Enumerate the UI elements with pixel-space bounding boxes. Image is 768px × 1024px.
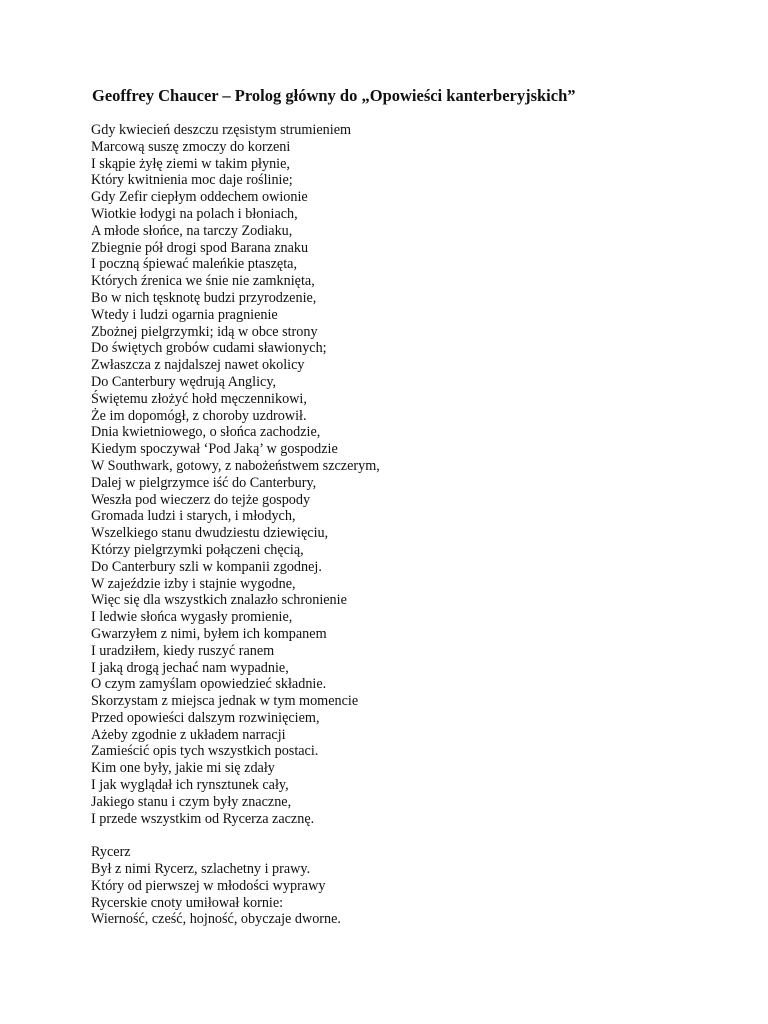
document-title: Geoffrey Chaucer – Prolog główny do „Opowieści kanterberyjskich” (92, 86, 576, 105)
poem-line: Gdy Zefir ciepłym oddechem owionie (91, 189, 308, 206)
poem-line: Zamieścić opis tych wszystkich postaci. (91, 743, 319, 760)
stanza (91, 122, 711, 827)
poem-line: Który kwitnienia moc daje roślinie; (91, 172, 293, 189)
poem-body (91, 122, 711, 928)
stanza (91, 844, 711, 928)
poem-line: Zbożnej pielgrzymki; idą w obce strony (91, 323, 318, 340)
poem-line: Który od pierwszej w młodości wyprawy (91, 877, 326, 894)
poem-line: Dnia kwietniowego, o słońca zachodzie, (91, 424, 321, 441)
poem-line: Do Canterbury szli w kompanii zgodnej. (91, 558, 322, 575)
poem-line: Którzy pielgrzymki połączeni chęcią, (91, 541, 304, 558)
poem-line: I przede wszystkim od Rycerza zacznę. (91, 810, 315, 827)
poem-line: Skorzystam z miejsca jednak w tym momencie (91, 693, 359, 710)
poem-line: I jak wyglądał ich rynsztunek cały, (91, 777, 289, 794)
poem-line: Wszelkiego stanu dwudziestu dziewięciu, (91, 525, 329, 542)
poem-line: I jaką drogą jechać nam wypadnie, (91, 659, 289, 676)
poem-line: I poczną śpiewać maleńkie ptaszęta, (91, 256, 298, 273)
poem-line: Jakiego stanu i czym były znaczne, (91, 793, 292, 810)
poem-line: I ledwie słońca wygasły promienie, (91, 609, 293, 626)
poem-line: Więc się dla wszystkich znalazło schronienie (91, 592, 347, 609)
poem-line: Których źrenica we śnie nie zamknięta, (91, 273, 315, 290)
poem-line: Wierność, cześć, hojność, obyczaje dworne. (91, 911, 341, 928)
poem-line: Dalej w pielgrzymce iść do Canterbury, (91, 474, 317, 491)
poem-line: O czym zamyślam opowiedzieć składnie. (91, 676, 327, 693)
poem-line: Bo w nich tęsknotę budzi przyrodzenie, (91, 289, 317, 306)
poem-line: W Southwark, gotowy, z nabożeństwem szczerym, (91, 457, 380, 474)
poem-line: W zajeździe izby i stajnie wygodne, (91, 575, 296, 592)
poem-line: Zbiegnie pół drogi spod Barana znaku (91, 239, 309, 256)
section-heading: Rycerz (91, 844, 131, 861)
poem-line: I skąpie żyłę ziemi w takim płynie, (91, 155, 290, 172)
poem-line: Weszła pod wieczerz do tejże gospody (91, 491, 311, 508)
poem-line: A młode słońce, na tarczy Zodiaku, (91, 222, 293, 239)
poem-line: Kim one były, jakie mi się zdały (91, 760, 275, 777)
poem-line: Rycerskie cnoty umiłował kornie: (91, 894, 284, 911)
poem-line: Przed opowieści dalszym rozwinięciem, (91, 709, 320, 726)
poem-line: Że im dopomógł, z choroby uzdrowił. (91, 407, 307, 424)
poem-line: Do świętych grobów cudami sławionych; (91, 340, 327, 357)
poem-line: Marcową suszę zmoczy do korzeni (91, 138, 291, 155)
poem-line: Zwłaszcza z najdalszej nawet okolicy (91, 357, 305, 374)
poem-line: I uradziłem, kiedy ruszyć ranem (91, 642, 275, 659)
poem-line: Ażeby zgodnie z układem narracji (91, 726, 286, 743)
poem-line: Gromada ludzi i starych, i młodych, (91, 508, 296, 525)
poem-line: Gdy kwiecień deszczu rzęsistym strumieniem (91, 122, 352, 138)
poem-line: Świętemu złożyć hołd męczennikowi, (91, 390, 307, 407)
poem-line: Wiotkie łodygi na polach i błoniach, (91, 205, 298, 222)
poem-line: Do Canterbury wędrują Anglicy, (91, 373, 277, 390)
poem-line: Kiedym spoczywał ‘Pod Jaką’ w gospodzie (91, 441, 338, 458)
poem-line: Był z nimi Rycerz, szlachetny i prawy. (91, 861, 311, 878)
poem-line: Gwarzyłem z nimi, byłem ich kompanem (91, 625, 327, 642)
poem-line: Wtedy i ludzi ogarnia pragnienie (91, 306, 278, 323)
